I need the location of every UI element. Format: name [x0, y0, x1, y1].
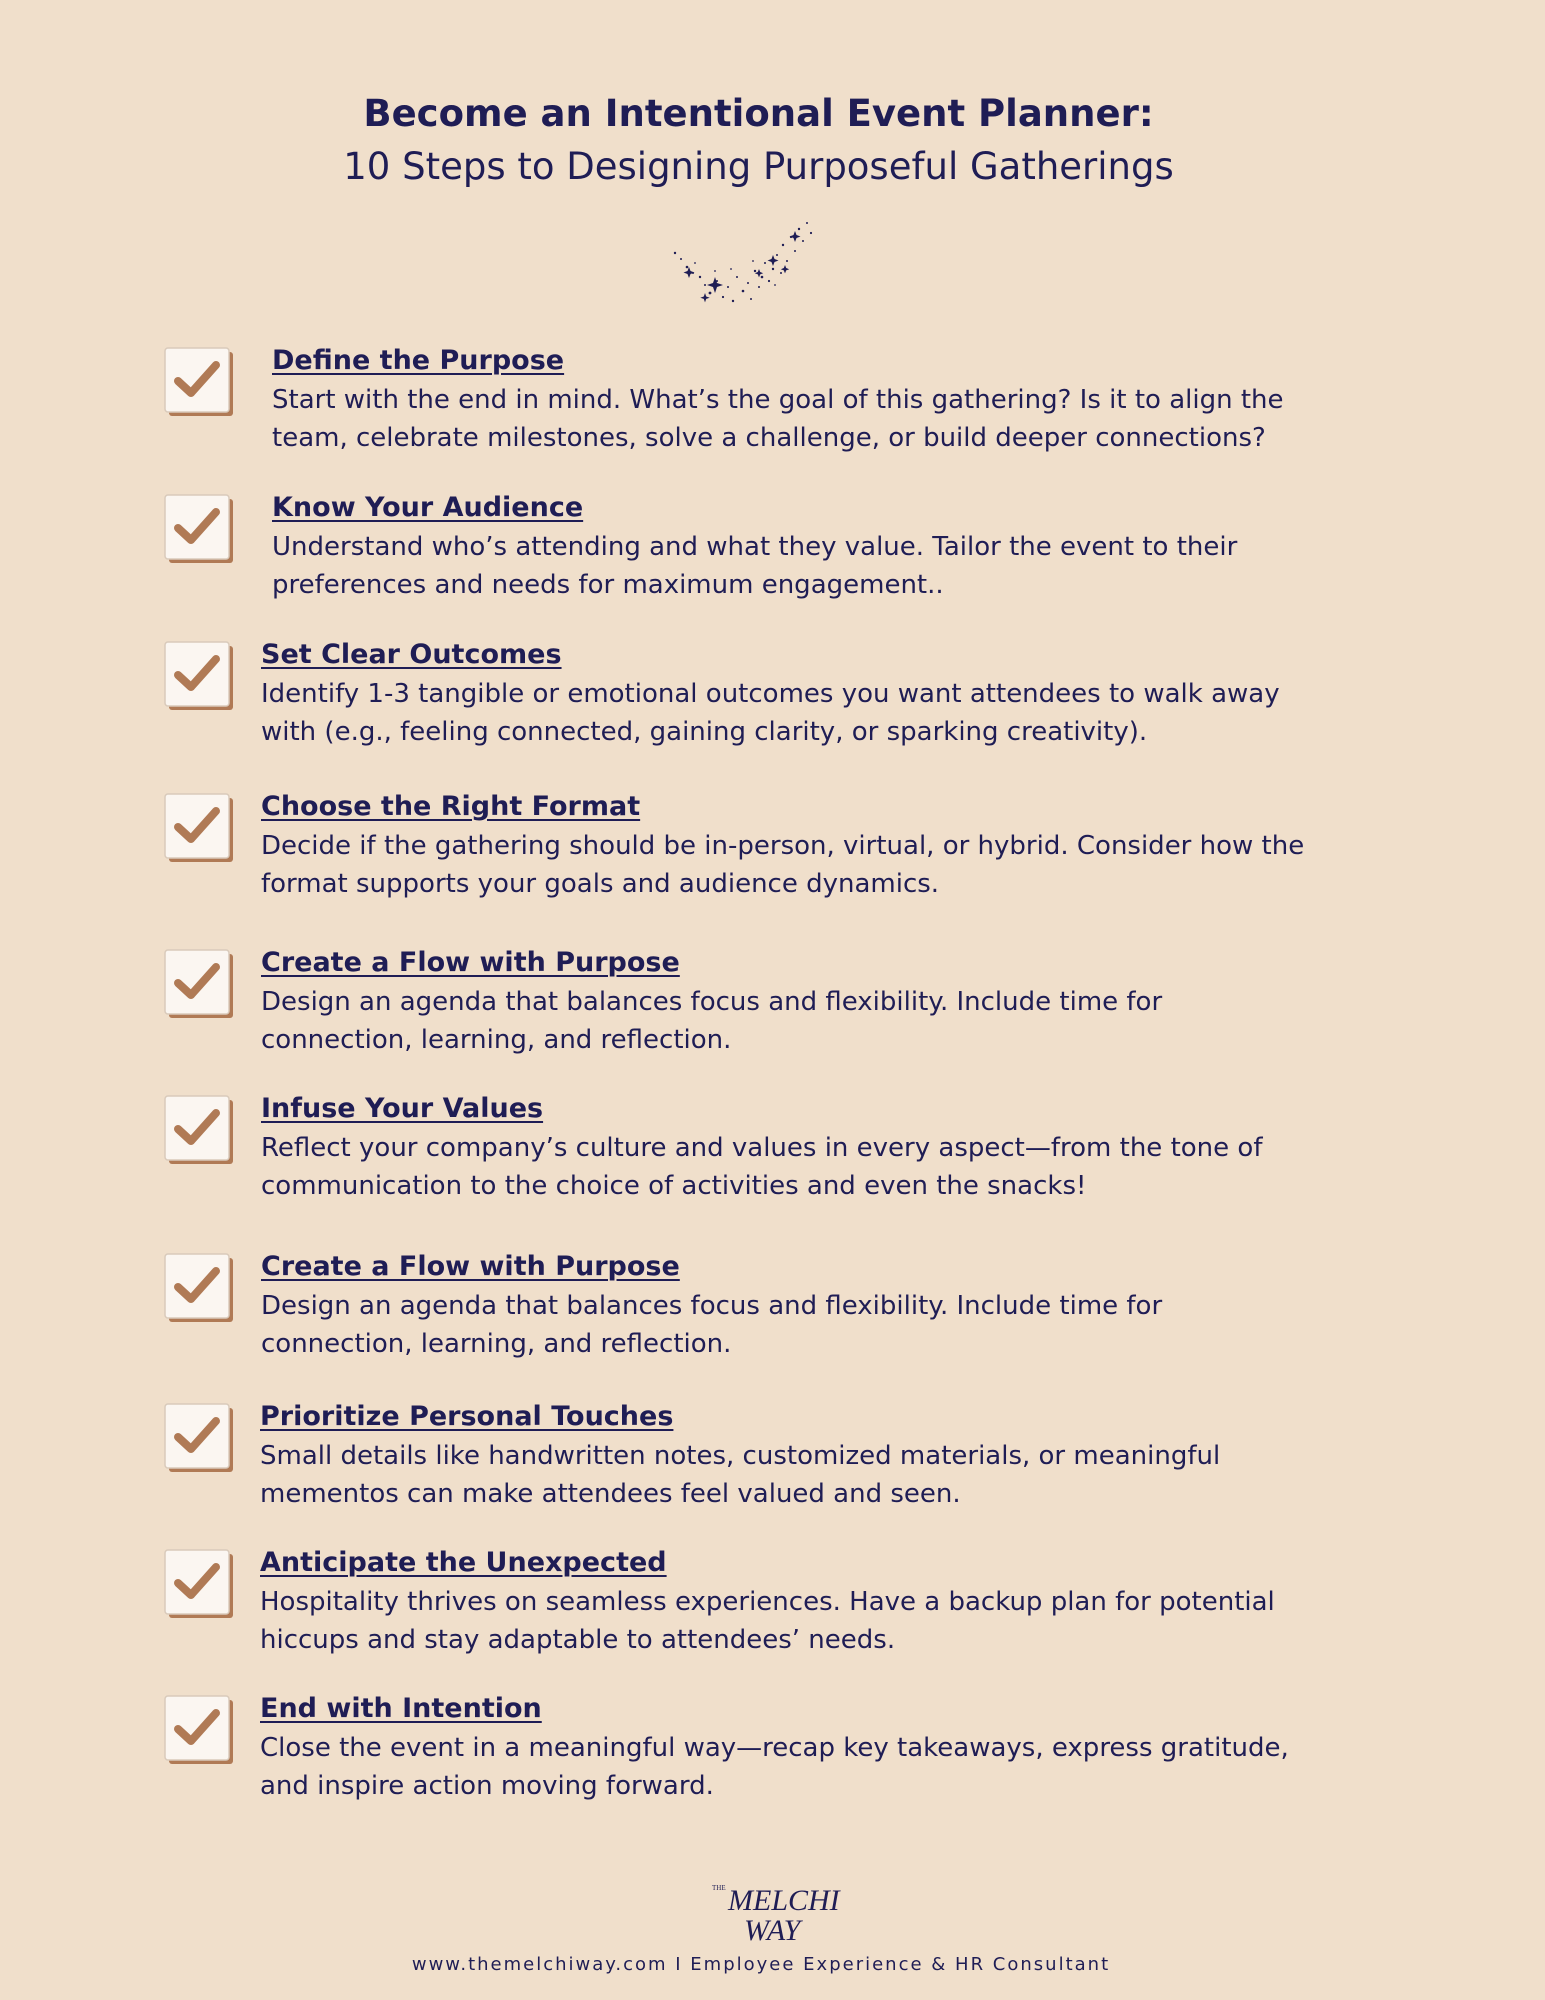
step-description: Identify 1-3 tangible or emotional outcomes you want attendees to walk away with (e.g., feeling connected, gaining clarity, or sparking creativity). — [261, 679, 1280, 747]
step-item — [0, 1253, 1545, 1383]
step-item — [0, 793, 1545, 923]
step-title: Define the Purpose — [272, 345, 565, 376]
step-title: Create a Flow with Purpose — [261, 947, 680, 978]
step-description: Design an agenda that balances focus and flexibility. Include time for connection, learning, and reflection. — [261, 987, 1163, 1055]
step-item — [0, 1403, 1545, 1533]
checkmark-box-icon — [164, 1549, 234, 1619]
step-item — [0, 949, 1545, 1079]
step-description: Reflect your company’s culture and values in every aspect—from the tone of communication to the choice of activities and even the snacks! — [261, 1133, 1263, 1201]
checkmark-box-icon — [164, 1095, 234, 1165]
step-item — [0, 1549, 1545, 1679]
step-description: Understand who’s attending and what they value. Tailor the event to their preferences and needs for maximum engagement.. — [272, 532, 1238, 600]
footer-text: www.themelchiway.com I Employee Experience & HR Consultant — [411, 1954, 1111, 1975]
page-header — [0, 88, 1517, 194]
checkmark-box-icon — [164, 1253, 234, 1323]
step-title: Set Clear Outcomes — [261, 639, 562, 670]
logo-line-1: MELCHI — [727, 1884, 840, 1917]
step-title: Infuse Your Values — [261, 1093, 544, 1124]
checkmark-box-icon — [164, 1695, 234, 1765]
checkmark-box-icon — [164, 1403, 234, 1473]
step-title: Anticipate the Unexpected — [260, 1547, 667, 1578]
step-item — [0, 494, 1545, 624]
step-item — [0, 1095, 1545, 1225]
page-subtitle: 10 Steps to Designing Purposeful Gatherings — [343, 145, 1174, 188]
checkmark-box-icon — [164, 347, 234, 417]
step-title: Know Your Audience — [272, 492, 584, 523]
step-title: Choose the Right Format — [261, 791, 641, 822]
logo-small-text: THE — [711, 1884, 726, 1892]
step-description: Close the event in a meaningful way—recap key takeaways, express gratitude, and inspire action moving forward. — [260, 1733, 1289, 1801]
step-title: End with Intention — [260, 1693, 542, 1724]
step-description: Design an agenda that balances focus and flexibility. Include time for connection, learning, and reflection. — [261, 1291, 1163, 1359]
step-item — [0, 641, 1545, 771]
step-item — [0, 1695, 1545, 1825]
step-description: Decide if the gathering should be in-person, virtual, or hybrid. Consider how the format supports your goals and audience dynamics. — [261, 831, 1305, 899]
checkmark-box-icon — [164, 641, 234, 711]
step-description: Hospitality thrives on seamless experiences. Have a backup plan for potential hiccups and stay adaptable to attendees’ needs. — [260, 1587, 1275, 1655]
step-title: Create a Flow with Purpose — [261, 1251, 680, 1282]
sparkle-trail-icon — [665, 215, 820, 315]
melchi-way-logo — [698, 1872, 848, 1952]
page-title: Become an Intentional Event Planner: — [363, 92, 1154, 135]
brand-logo — [0, 1872, 1545, 1956]
step-description: Small details like handwritten notes, customized materials, or meaningful mementos can make attendees feel valued and seen. — [260, 1441, 1221, 1509]
step-title: Prioritize Personal Touches — [260, 1401, 674, 1432]
step-item — [0, 347, 1545, 477]
checkmark-box-icon — [164, 494, 234, 564]
logo-line-2: WAY — [743, 1914, 800, 1947]
checkmark-box-icon — [164, 949, 234, 1019]
checkmark-box-icon — [164, 793, 234, 863]
step-description: Start with the end in mind. What’s the goal of this gathering? Is it to align the team, celebrate milestones, solve a challenge, or build deeper connections? — [272, 385, 1284, 453]
